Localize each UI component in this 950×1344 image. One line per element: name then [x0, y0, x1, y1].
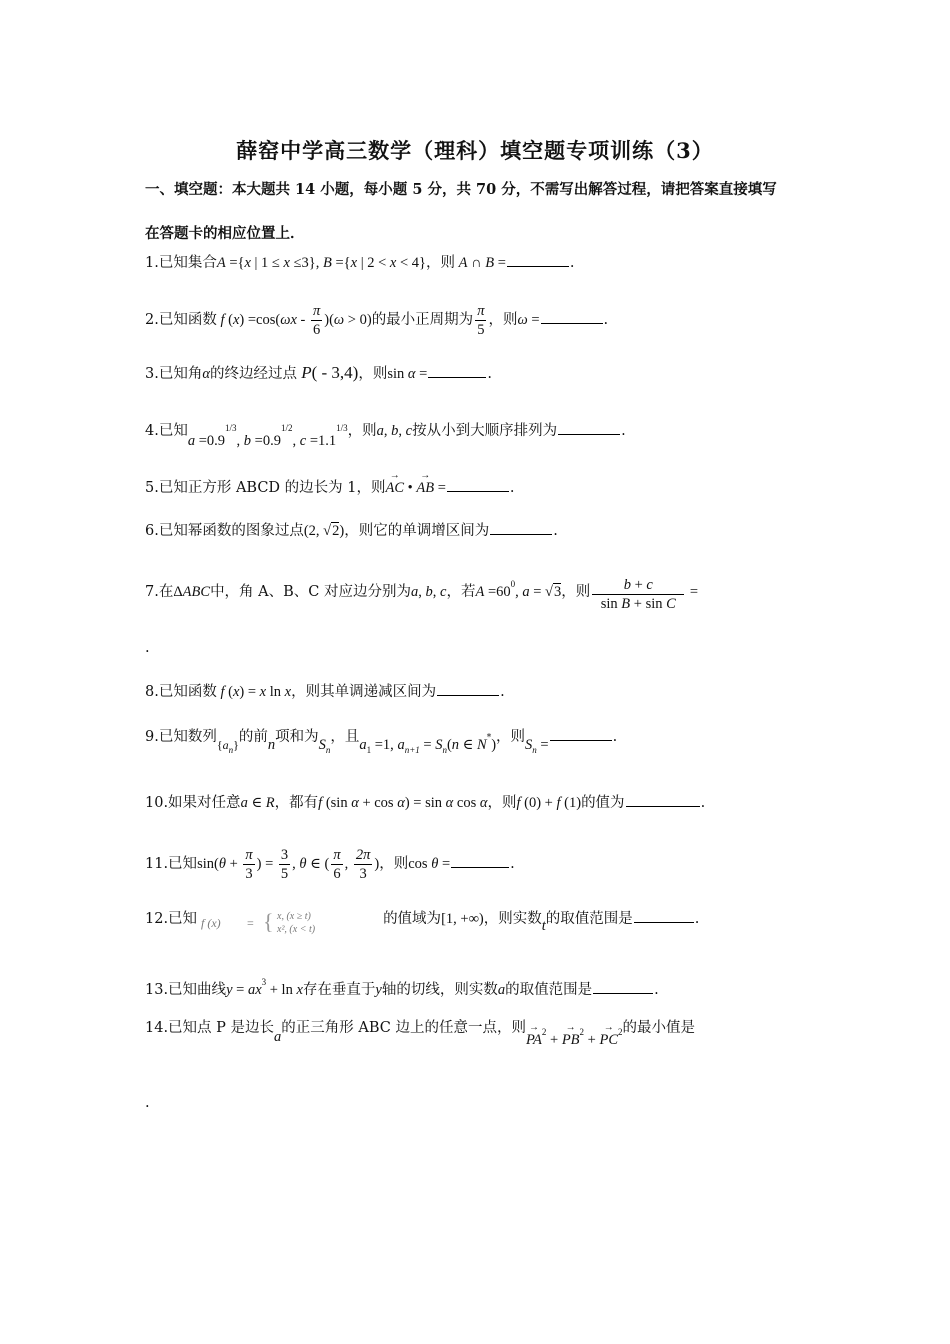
question-9: 9.已知数列$_{\{a_n\}}$的前n项和为$S_n$，且$a_1 =1$, $a_{n+1} = S_n(n$ ∈ N*)，则$S_n$ = .	[145, 725, 815, 760]
answer-blank[interactable]	[593, 978, 653, 994]
answer-blank[interactable]	[437, 680, 499, 696]
answer-blank[interactable]	[507, 251, 569, 267]
answer-blank[interactable]	[490, 519, 552, 535]
formula-sets: A	[216, 255, 226, 271]
question-13: 13.已知曲线$y = ax^3 + \ln x$存在垂直于y轴的切线，则实数a的取值范围是 .	[145, 977, 659, 998]
piecewise-function-image	[197, 905, 383, 941]
question-7-continuation: .	[145, 640, 150, 656]
svg-text:{: {	[263, 909, 274, 934]
answer-blank[interactable]	[634, 907, 694, 923]
piecewise-formula-figure	[197, 905, 381, 935]
question-3: 3.已知角α的终边经过点 P( - 3,4)，则sin α = .	[145, 363, 492, 382]
question-10: 10.如果对任意a ∈ R，都有f (sin α + cos α) = sin α cos α，则f (0) + f (1)的值为 .	[145, 791, 815, 813]
question-14: 14.已知点 P 是边长a的正三角形 ABC 边上的任意一点，则→ $PA^2$ + → $PB^2$ + → $PC^2$的最小值是	[145, 1018, 815, 1050]
answer-blank[interactable]	[626, 791, 700, 807]
question-8: 8.已知函数 f (x) = x ln x，则其单调递减区间为 .	[145, 680, 815, 702]
answer-blank[interactable]	[447, 476, 509, 492]
question-7: 7.在ΔABC中，角 A、B、C 对应边分别为a, b, c，若$A =60^0$, a = √3，则 $\frac{b + c}{\text{sin B + sin C}}$ =	[145, 577, 699, 612]
question-11: 11.已知sin(θ + $\frac{\pi}{3}$ ) = $\frac{3}{5}$ , θ ∈ ( $\frac{\pi}{6}$ , $\frac{2\pi}{3}$ )，则cos θ = .	[145, 847, 515, 882]
question-4: 4.已知$a =0.9^{1/3}$, $b =0.9^{1/2}$, $c =1.1^{1/3}$，则a, b, c按从小到大顺序排列为 .	[145, 418, 815, 451]
page-title: 薛窑中学高三数学（理科）填空题专项训练（3）	[236, 138, 714, 163]
section-instructions-line1: 一、填空题：本大题共 14 小题，每小题 5 分，共 70 分，不需写出解答过程，请把答案直接填写	[145, 181, 777, 198]
answer-blank[interactable]	[541, 308, 603, 324]
question-1: 1.已知集合A ={x | 1 ≤ x ≤3}, B ={x | 2 < x < 4}，则 A ∩ B = .	[145, 251, 815, 273]
answer-blank[interactable]	[428, 362, 486, 378]
answer-blank[interactable]	[451, 852, 509, 868]
svg-text:x², (x < t): x², (x < t)	[277, 924, 316, 935]
question-5: 5.已知正方形 ABCD 的边长为 1，则→ AC • → AB = .	[145, 476, 815, 498]
question-12: 12.已知 f (x) = { x, (x ≥ t) x², (x < t) 的值域为[1, +∞)，则实数t的取值范围是 .	[145, 905, 815, 941]
question-6: 6.已知幂函数的图象过点(2, √2)，则它的单调增区间为 .	[145, 519, 815, 541]
svg-text:f (x): f (x)	[201, 916, 221, 930]
svg-text:=: =	[247, 916, 254, 930]
question-2: 2.已知函数 f (x) =cos(ωx - $\frac{\pi}{6}$ )(ω > 0)的最小正周期为 $\frac{\pi}{5}$ ，则ω = .	[145, 303, 609, 338]
question-14-continuation: .	[145, 1095, 150, 1111]
answer-blank[interactable]	[550, 725, 612, 741]
svg-text:x, (x ≥ t): x, (x ≥ t)	[277, 911, 311, 922]
section-instructions-line2: 在答题卡的相应位置上．	[145, 225, 305, 242]
answer-blank[interactable]	[558, 419, 620, 435]
